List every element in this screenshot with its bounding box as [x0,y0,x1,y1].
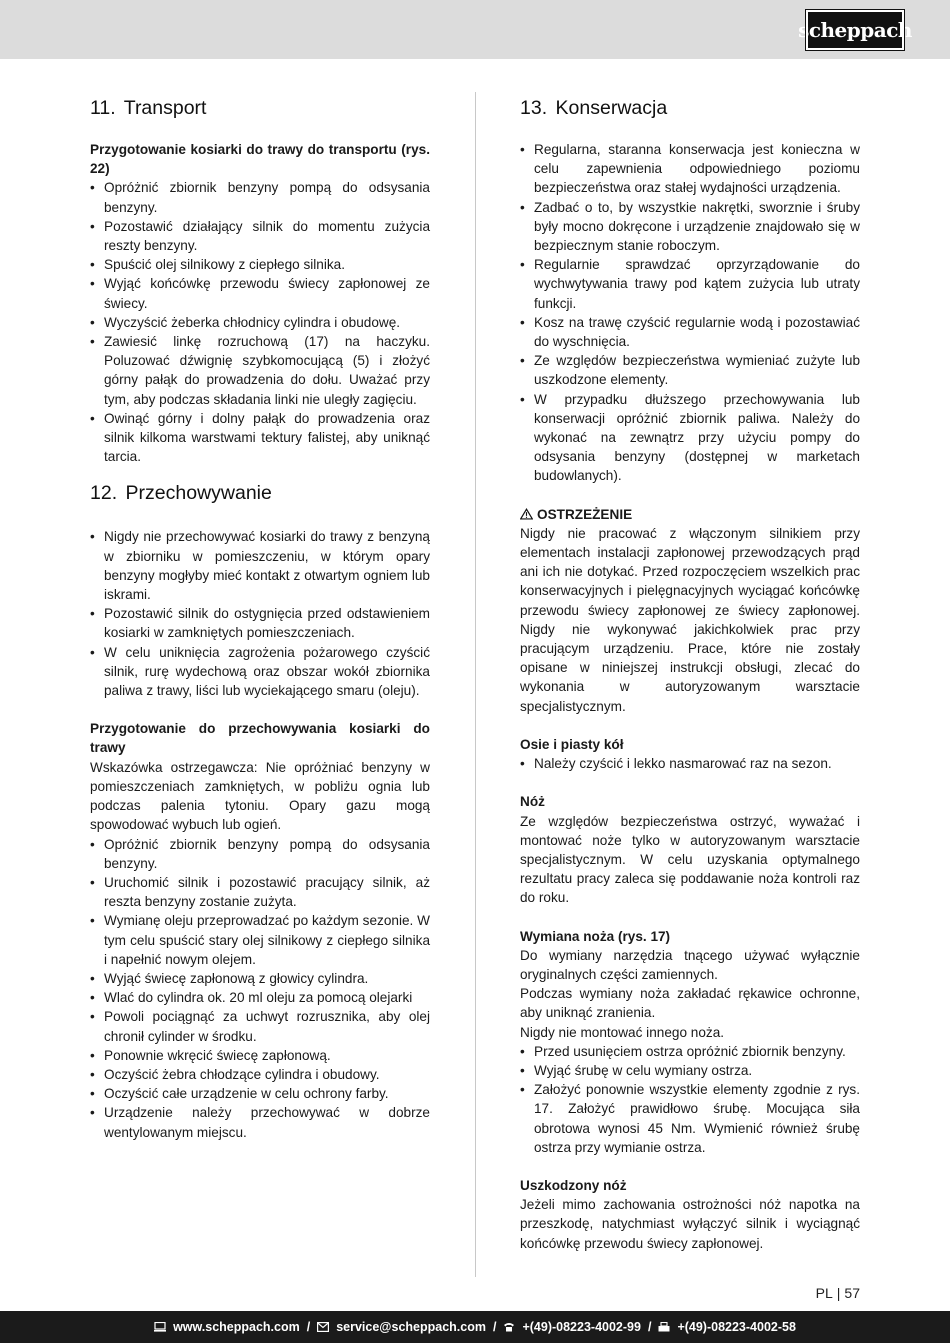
brand-logo: scheppach [806,10,904,50]
right-column [520,96,860,1253]
list-item: • Wyjąć końcówkę przewodu świecy zapłonowej ze świecy. [90,274,430,312]
warning-icon [520,508,533,520]
footer-email[interactable]: service@scheppach.com [336,1320,486,1334]
list-item: • Nigdy nie przechowywać kosiarki do trawy z benzyną w zbiorniku w pomieszczeniu, w którym opary benzyny mogłyby mieć kontakt z otwartym ogniem lub iskrami. [90,527,430,604]
list-item: • Zadbać o to, by wszystkie nakrętki, sworznie i śruby były mocno dokręcone i urządzenie znajdowało się w bezpiecznym stanie roboczym. [520,198,860,256]
list-item: • Urządzenie należy przechowywać w dobrze wentylowanym miejscu. [90,1103,430,1141]
list-item: • Spuścić olej silnikowy z ciepłego silnika. [90,255,430,274]
list-item: • Powoli pociągnąć za uchwyt rozrusznika, aby olej chronił cylinder w środku. [90,1007,430,1045]
list-item: • Wyjąć śrubę w celu wymiany ostrza. [520,1061,860,1080]
list-item: • Wyczyścić żeberka chłodnicy cylindra i obudowę. [90,313,430,332]
knife-heading: Nóż [520,794,545,810]
transport-subheading: Przygotowanie kosiarki do trawy do transportu (rys. 22) [90,142,430,177]
warning-text: Nigdy nie pracować z włączonym silnikiem przy elementach instalacji zapłonowej przewodzących prąd ani ich nie dotykać. Przed rozpoczęciem wszelkich prac konserwacyjnych i pielęgnacyjnych wyciągać końcówkę przewodu świecy zapłonowej ze świecy zapłonowej. Nigdy nie wykonywać jakichkolwiek prac przy pracującym urządzeniu. Prace, które nie zostały opisane w niniejszej instrukcji obsługi, zlecać do wykonania w autoryzowanym warsztacie specjalistycznym. [520,525,860,714]
list-item: • Regularnie sprawdzać oprzyrządowanie do wychwytywania trawy pod kątem zużycia lub utraty funkcji. [520,255,860,313]
list-item: • Opróżnić zbiornik benzyny pompą do odsysania benzyny. [90,178,430,216]
list-item: • W celu uniknięcia zagrożenia pożarowego czyścić silnik, rurę wydechową oraz obszar wokół zbiornika paliwa z trawy, liści lub wyciekającego smaru (oleju). [90,643,430,701]
storage-list [90,527,430,700]
computer-icon [154,1322,166,1332]
knife-change-heading: Wymiana noża (rys. 17) [520,928,671,944]
list-item: • Wyjąć świecę zapłonową z głowicy cylindra. [90,969,430,988]
knife-text: Ze względów bezpieczeństwa ostrzyć, wyważać i montować noże tylko w autoryzowanym warsztacie specjalistycznym. W celu uzyskania optymalnego rezultatu pracy zaleca się poddawanie noża kontroli raz do roku. [520,813,860,906]
knife-change-p2: Podczas wymiany noża zakładać rękawice ochronne, aby uniknąć zranienia. [520,986,860,1021]
left-column [90,96,430,1142]
phone-icon [503,1322,515,1332]
header-bar [0,0,950,59]
transport-list [90,178,430,466]
footer-phone[interactable]: +(49)-08223-4002-99 [522,1320,641,1334]
list-item: • Założyć ponownie wszystkie elementy zgodnie z rys. 17. Założyć prawidłowo śrubę. Mocująca siła obrotowa wynosi 45 Nm. Wymienić również śrubę ostrza przy wymianie ostrza. [520,1080,860,1157]
axles-heading: Osie i piasty kół [520,736,624,752]
section-title-maintenance: 13. Konserwacja [520,97,668,119]
list-item: • Opróżnić zbiornik benzyny pompą do odsysania benzyny. [90,835,430,873]
list-item: • Pozostawić silnik do ostygnięcia przed odstawieniem kosiarki w zamkniętych pomieszczeniach. [90,604,430,642]
section-title-storage: 12. Przechowywanie [90,482,272,505]
list-item: • Pozostawić działający silnik do momentu zużycia reszty benzyny. [90,217,430,255]
list-item: • Owinąć górny i dolny pałąk do prowadzenia oraz silnik kilkoma warstwami tektury falistej, aby uniknąć tarcia. [90,409,430,467]
list-item: • Regularna, staranna konserwacja jest konieczna w celu zapewnienia odpowiedniego poziomu bezpieczeństwa oraz stałej wydajności urządzenia. [520,140,860,198]
list-item: • Zawiesić linkę rozruchową (17) na haczyku. Poluzować dźwignię szybkomocującą (5) i złożyć górny pałąk do prowadzenia do dołu. Uważać przy tym, aby podczas składania linki nie uległy zagięciu. [90,332,430,409]
storage-prep-subheading: Przygotowanie do przechowywania kosiarki do trawy [90,721,430,756]
footer-web[interactable]: www.scheppach.com [173,1320,300,1334]
warning-heading: OSTRZEŻENIE [520,505,860,524]
column-divider [475,92,476,1277]
knife-change-p3: Nigdy nie montować innego noża. [520,1024,725,1040]
knife-change-p1: Do wymiany narzędzia tnącego używać wyłącznie oryginalnych części zamiennych. [520,947,860,982]
list-item: • Uruchomić silnik i pozostawić pracujący silnik, aż reszta benzyny zostanie zużyta. [90,873,430,911]
fax-icon [658,1322,670,1332]
list-item: • Oczyścić żebra chłodzące cylindra i obudowy. [90,1065,430,1084]
footer-bar: www.scheppach.com / service@scheppach.com / +(49)-08223-4002-99 / +(49)-08223-4002-58 [0,1311,950,1343]
list-item: • Ponownie wkręcić świecę zapłonową. [90,1046,430,1065]
axles-list [520,754,860,773]
list-item: • Oczyścić całe urządzenie w celu ochrony farby. [90,1084,430,1103]
list-item: • Przed usunięciem ostrza opróżnić zbiornik benzyny. [520,1042,860,1061]
list-item: • Kosz na trawę czyścić regularnie wodą i pozostawiać do wyschnięcia. [520,313,860,351]
storage-prep-warning: Wskazówka ostrzegawcza: Nie opróżniać benzyny w pomieszczeniach zamkniętych, w pobliżu ognia lub podczas palenia tytoniu. Opary gazu mogą spowodować wybuch lub ogień. [90,759,430,833]
footer-fax[interactable]: +(49)-08223-4002-58 [677,1320,796,1334]
knife-change-list [520,1042,860,1157]
section-title-transport: 11. Transport [90,97,207,119]
email-icon [317,1322,329,1332]
list-item: • Ze względów bezpieczeństwa wymieniać zużyte lub uszkodzone elementy. [520,351,860,389]
storage-prep-list [90,835,430,1142]
list-item: • W przypadku dłuższego przechowywania lub konserwacji opróżnić zbiornik paliwa. Należy do wykonać na zewnątrz przy użyciu pompy do odsysania benzyny (dostępnej w marketach budowlanych). [520,390,860,486]
damaged-knife-heading: Uszkodzony nóż [520,1177,627,1193]
list-item: • Należy czyścić i lekko nasmarować raz na sezon. [520,754,860,773]
maintenance-list [520,140,860,486]
damaged-knife-text: Jeżeli mimo zachowania ostrożności nóż napotka na przeszkodę, natychmiast wyłączyć silnik i wyciągnąć końcówkę przewodu świecy zapłonowej. [520,1197,860,1251]
list-item: • Wlać do cylindra ok. 20 ml oleju za pomocą olejarki [90,988,430,1007]
page-number: PL | 57 [815,1285,860,1301]
list-item: • Wymianę oleju przeprowadzać po każdym sezonie. W tym celu spuścić stary olej silnikowy z ciepłego silnika i napełnić nowym olejem. [90,911,430,969]
